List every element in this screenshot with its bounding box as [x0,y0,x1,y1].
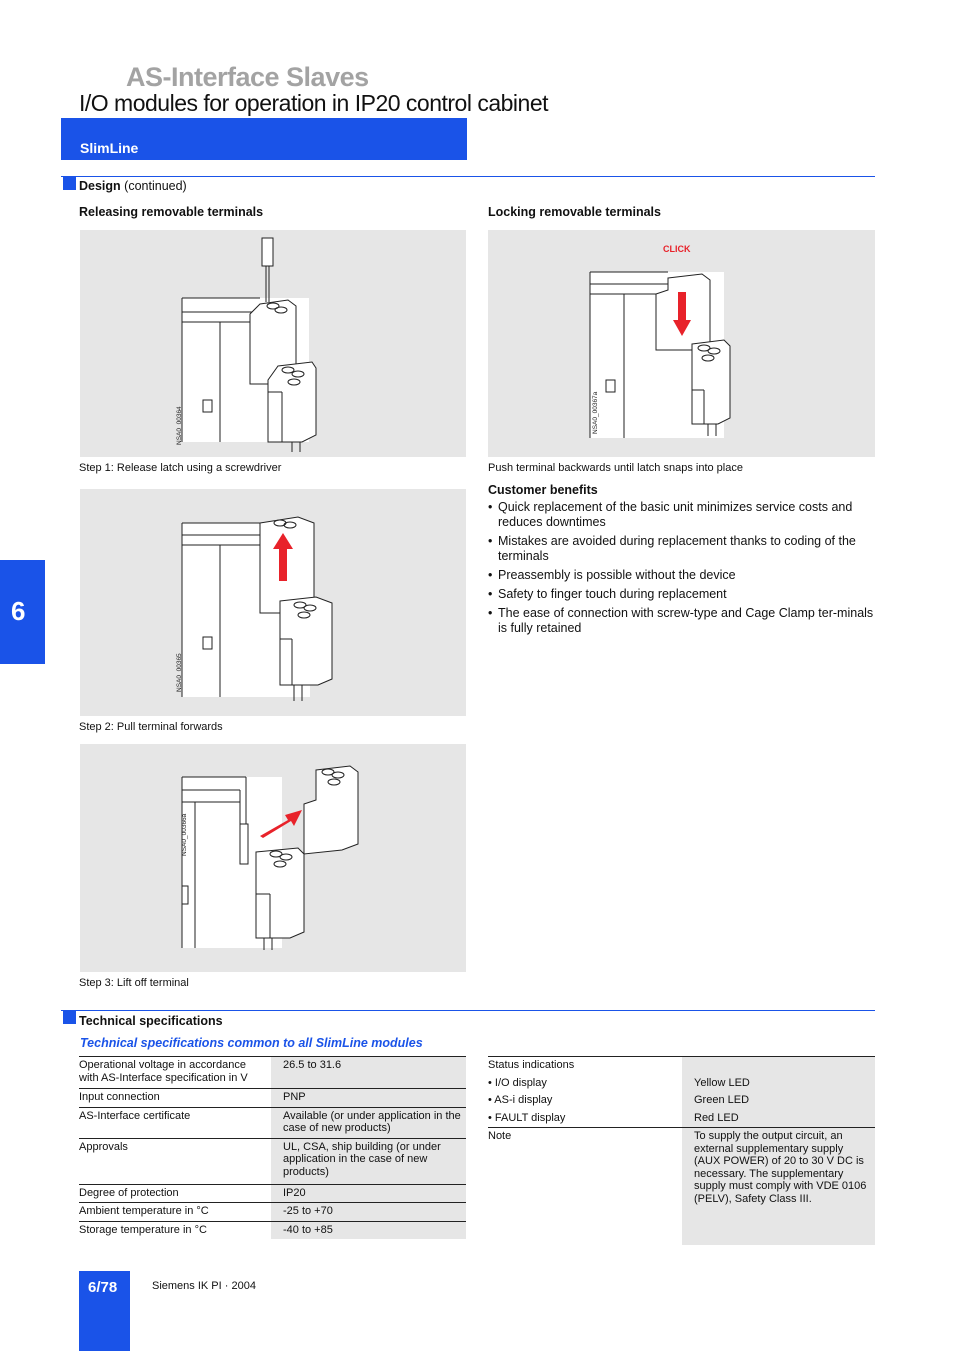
benefits-list [488,500,878,640]
figure-code: NSA0_00365 [176,653,183,692]
page-title: I/O modules for operation in IP20 control cabinet [79,90,549,116]
spec-label: Note [488,1130,512,1142]
bullet: • [488,606,493,620]
table-row [488,1075,875,1093]
figure-release-step3 [80,744,466,972]
spec-value: Green LED [682,1092,875,1110]
bullet: • [488,568,493,582]
table-row [488,1110,875,1128]
list-item [488,606,878,636]
list-item [488,568,878,583]
series-title: AS-Interface Slaves [126,62,369,92]
table-row [79,1057,466,1089]
bullet: • [488,534,493,548]
table-row [79,1203,466,1222]
footer-publisher: Siemens IK PI · 2004 [152,1280,256,1292]
tech-heading: Technical specifications [79,1014,223,1028]
figure-release-step1 [80,230,466,457]
design-heading-suffix: (continued) [124,179,187,193]
spec-label: Input connection [79,1089,271,1108]
table-row [79,1089,466,1108]
spec-label: Approvals [79,1138,271,1184]
releasing-heading: Releasing removable terminals [79,205,264,219]
table-row [79,1184,466,1203]
spec-value: -25 to +70 [271,1203,466,1222]
spec-table-left [79,1056,466,1239]
chapter-tab [0,560,45,664]
spec-label: Degree of protection [79,1184,271,1203]
table-row [488,1092,875,1110]
table-row [79,1107,466,1138]
spec-label: • FAULT display [488,1110,682,1128]
release-step2-illustration [80,489,466,716]
bullet: • [488,500,493,514]
spec-value: Red LED [682,1110,875,1128]
page-number: 6/78 [88,1279,118,1296]
list-item-text: Quick replacement of the basic unit minimizes service costs and reduces downtimes [498,500,853,529]
spec-value: -40 to +85 [271,1221,466,1239]
caption-step1: Step 1: Release latch using a screwdriver [79,462,282,474]
section-marker [63,1011,76,1024]
page-number-tab [79,1271,130,1351]
spec-value: Yellow LED [682,1075,875,1093]
list-item-text: Mistakes are avoided during replacement thanks to coding of the terminals [498,534,856,563]
figure-release-step2 [80,489,466,716]
table-row [79,1221,466,1239]
figure-locking [488,230,875,457]
section-divider [61,176,875,177]
locking-illustration [488,230,875,457]
product-band [61,118,467,160]
list-item-text: Preassembly is possible without the device [498,568,736,582]
list-item-text: Safety to finger touch during replacement [498,587,727,601]
spec-value: To supply the output circuit, an external supplementary supply (AUX POWER) of 20 to 30 V DC is necessary. The supplementary supply must comply with VDE 0106 (PELV), Safety Class III. [682,1128,875,1246]
table-row [488,1128,875,1246]
spec-value: Available (or under application in the case of new products) [271,1107,466,1138]
spec-value [682,1057,875,1075]
caption-step2: Step 2: Pull terminal forwards [79,721,223,733]
list-item-text: The ease of connection with screw-type and Cage Clamp ter-minals is fully retained [498,606,874,635]
locking-heading: Locking removable terminals [488,205,661,219]
figure-code: NSA0_00367a [592,391,599,434]
spec-value: 26.5 to 31.6 [271,1057,466,1089]
release-step1-illustration [80,230,466,457]
caption-step3: Step 3: Lift off terminal [79,977,189,989]
table-row [79,1138,466,1184]
spec-value: IP20 [271,1184,466,1203]
spec-label: • I/O display [488,1076,547,1089]
design-heading [79,179,187,193]
spec-table-right [488,1056,875,1245]
spec-label: Ambient temperature in °C [79,1203,271,1222]
table-row [488,1057,875,1075]
spec-label: Status indications [488,1059,575,1071]
spec-label: Operational voltage in accordance with AS-Interface specification in V [79,1057,271,1089]
list-item [488,534,878,564]
spec-value: PNP [271,1089,466,1108]
figure-code: NSA0_00364 [176,406,183,445]
product-label: SlimLine [80,140,139,156]
design-heading-text: Design [79,179,121,193]
section-marker [63,177,76,190]
benefits-heading: Customer benefits [488,483,598,497]
spec-value: UL, CSA, ship building (or under application in the case of new products) [271,1138,466,1184]
spec-label: • AS-i display [488,1094,553,1106]
section-divider [61,1010,875,1011]
list-item [488,587,878,602]
bullet: • [488,587,493,601]
chapter-number: 6 [11,596,26,626]
caption-locking: Push terminal backwards until latch snaps into place [488,462,743,474]
release-step3-illustration [80,744,466,972]
figure-code: NSA0_00366a [181,813,188,856]
spec-label: Storage temperature in °C [79,1223,207,1236]
table-title: Technical specifications common to all SlimLine modules [80,1036,423,1050]
list-item [488,500,878,530]
click-label: CLICK [663,244,691,254]
spec-label: AS-Interface certificate [79,1107,271,1138]
